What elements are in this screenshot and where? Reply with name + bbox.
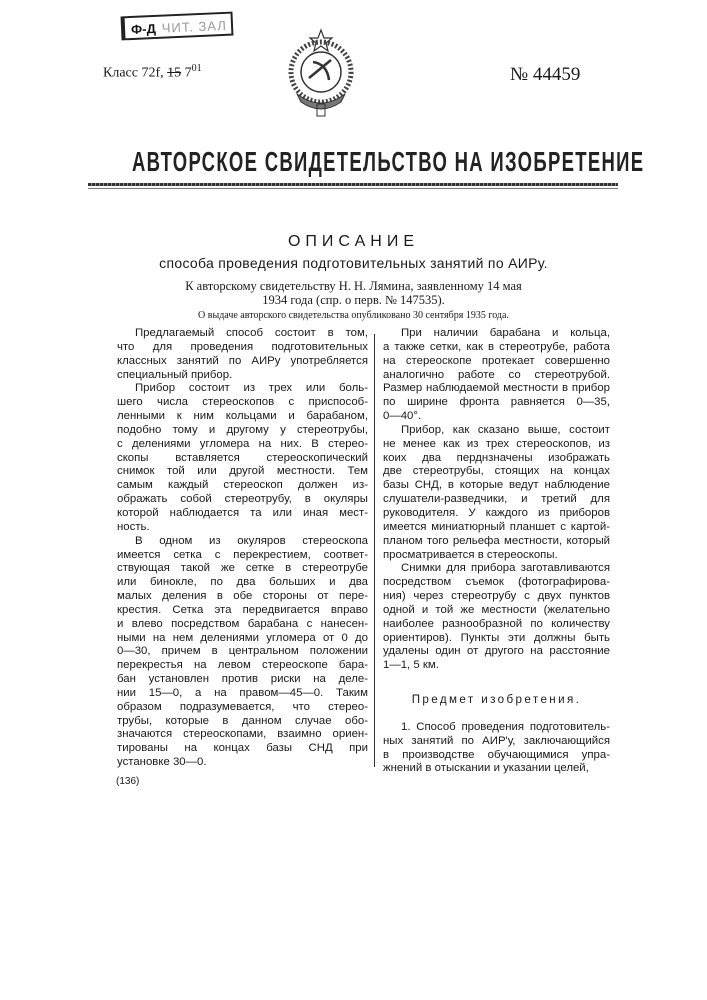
patent-class — [103, 63, 202, 82]
text-line: в производстве обучающимися упра- — [383, 749, 610, 763]
class-sup: 01 — [192, 63, 202, 74]
title-rule-thin — [88, 188, 618, 189]
class-label: Класс 72f, — [103, 66, 164, 81]
paragraph — [383, 327, 610, 424]
text-line: одной и той же местности (желательно — [383, 604, 610, 618]
text-line: ных занятий по АИР'у, заключающийся — [383, 735, 610, 749]
text-line: трубы, которые в данном случае обо- — [117, 715, 368, 729]
text-line: специальный прибор. — [117, 369, 368, 383]
text-line: наиболее разнообразной по количеству — [383, 618, 610, 632]
text-line: на стереоскопе протекает совершенно — [383, 355, 610, 369]
stamp-code: Ф-Д — [131, 21, 156, 37]
text-line: имеется сетка с перекрестием, соответ- — [117, 549, 368, 563]
stamp-text: ЧИТ. ЗАЛ — [161, 18, 227, 36]
text-line: или бинокле, по два больших и два — [117, 576, 368, 590]
text-line: подобно тому и другому у стереотрубы, — [117, 424, 368, 438]
text-line: При наличии барабана и кольца, — [383, 327, 610, 341]
text-line: две стереотрубы, стоящих на концах — [383, 465, 610, 479]
text-line: 1. Способ проведения подготовитель- — [383, 721, 610, 735]
text-line: перекрестья на левом стереоскопе бара- — [117, 659, 368, 673]
text-line: снимок той или другой местности. Тем — [117, 465, 368, 479]
patent-number: № 44459 — [510, 64, 580, 86]
text-line: коих два перднзначены изображать — [383, 452, 610, 466]
text-line: просматривается в стереоскопы. — [383, 549, 610, 563]
text-line: Снимки для прибора заготавливаются — [383, 562, 610, 576]
publication-note: О выдаче авторского свидетельства опубликовано 30 сентября 1935 года. — [0, 310, 707, 321]
text-line: жнений в отыскании и указании целей, — [383, 762, 610, 776]
text-line: самым каждый стереоскоп должен из- — [117, 479, 368, 493]
paragraph — [117, 327, 368, 382]
left-column — [117, 327, 368, 770]
library-stamp — [121, 12, 234, 41]
text-line: слушатели-разведчики, и третий для — [383, 493, 610, 507]
class-struck: 15 — [167, 66, 181, 81]
text-line: которой наблюдается та или иная мест- — [117, 507, 368, 521]
certificate-reference — [0, 279, 707, 307]
right-column — [383, 327, 610, 776]
text-line: не менее как из трех стереоскопов, из — [383, 438, 610, 452]
description-subtitle: способа проведения подготовительных занятий по АИРу. — [0, 255, 707, 271]
class-new: 7 — [185, 66, 192, 81]
text-line: Прибор состоит из трех или боль- — [117, 382, 368, 396]
text-line: тированы на концах базы СНД при — [117, 742, 368, 756]
text-line: по ширине фронта равняется 0—35, — [383, 396, 610, 410]
text-line: Размер наблюдаемой местности в прибор — [383, 382, 610, 396]
reference-line-2: 1934 года (спр. о перв. № 147535). — [0, 293, 707, 307]
text-line: образом подразумевается, что стерео- — [117, 701, 368, 715]
title-rule — [88, 183, 618, 186]
text-line: ориентиров). Пункты эти должны быть — [383, 632, 610, 646]
title-text: АВТОРСКОЕ СВИДЕТЕЛЬСТВО НА ИЗОБРЕТЕНИЕ — [132, 146, 644, 178]
text-line: 0—40°. — [383, 410, 610, 424]
reference-line-1: К авторскому свидетельству Н. Н. Лямина, заявленному 14 мая — [0, 279, 707, 293]
text-line: а также сетки, как в стереотрубе, работа — [383, 341, 610, 355]
text-line: классных занятий по АИРу употребляется — [117, 355, 368, 369]
text-line: установке 30—0. — [117, 756, 368, 770]
text-line: Предлагаемый способ состоит в том, — [117, 327, 368, 341]
text-line: имеется миниатюрный планшет с картой- — [383, 521, 610, 535]
document-title — [0, 146, 707, 178]
text-line: удалены один от другого на расстояние — [383, 645, 610, 659]
text-line: с делениями угломера на них. В стерео- — [117, 438, 368, 452]
text-line: посредством съемок (фотографирова- — [383, 576, 610, 590]
footnote: (136) — [116, 776, 139, 787]
text-line: нии 15—0, а на правом—45—0. Таким — [117, 687, 368, 701]
text-line: 1—1, 5 км. — [383, 659, 610, 673]
text-line: бан установлен против риски на деле- — [117, 673, 368, 687]
ussr-emblem-icon — [283, 28, 359, 118]
text-line: ображать собой стереотрубу, в окуляры — [117, 493, 368, 507]
text-line: ность. — [117, 521, 368, 535]
paragraph — [117, 535, 368, 770]
paragraph — [383, 721, 610, 776]
text-line: малых деления в обе стороны от пере- — [117, 590, 368, 604]
text-line: и влево посредством барабана с нанесен- — [117, 618, 368, 632]
text-line: скопы вставляется стереоскопический — [117, 452, 368, 466]
text-line: шего числа стереоскопов с приспособ- — [117, 396, 368, 410]
text-line: ными на нем делениями угломера от 0 до — [117, 632, 368, 646]
claims-heading: Предмет изобретения. — [383, 693, 610, 707]
paragraph — [117, 382, 368, 534]
text-line: 0—30, причем в центральном положении — [117, 645, 368, 659]
paragraph — [383, 424, 610, 562]
text-line: ленными к ним кольцами и барабаном, — [117, 410, 368, 424]
paragraph — [383, 562, 610, 673]
text-line: что для проведения подготовительных — [117, 341, 368, 355]
text-line: планом того рельефа местности, который — [383, 535, 610, 549]
text-line: крестия. Сетка эта передвигается вправо — [117, 604, 368, 618]
column-divider — [374, 334, 375, 767]
text-line: базы СНД, в которые ведут наблюдение — [383, 479, 610, 493]
text-line: аналогично работе со стереотрубой. — [383, 369, 610, 383]
text-line: ния) через стереотрубу с двух пунктов — [383, 590, 610, 604]
text-line: значаются стереоскопами, взаимно ориен- — [117, 728, 368, 742]
text-line: Прибор, как сказано выше, состоит — [383, 424, 610, 438]
text-line: ствующая такой же сетке в стереотрубе — [117, 562, 368, 576]
text-line: руководителя. У каждого из приборов — [383, 507, 610, 521]
description-heading: ОПИСАНИЕ — [0, 233, 707, 251]
text-line: В одном из окуляров стереоскопа — [117, 535, 368, 549]
